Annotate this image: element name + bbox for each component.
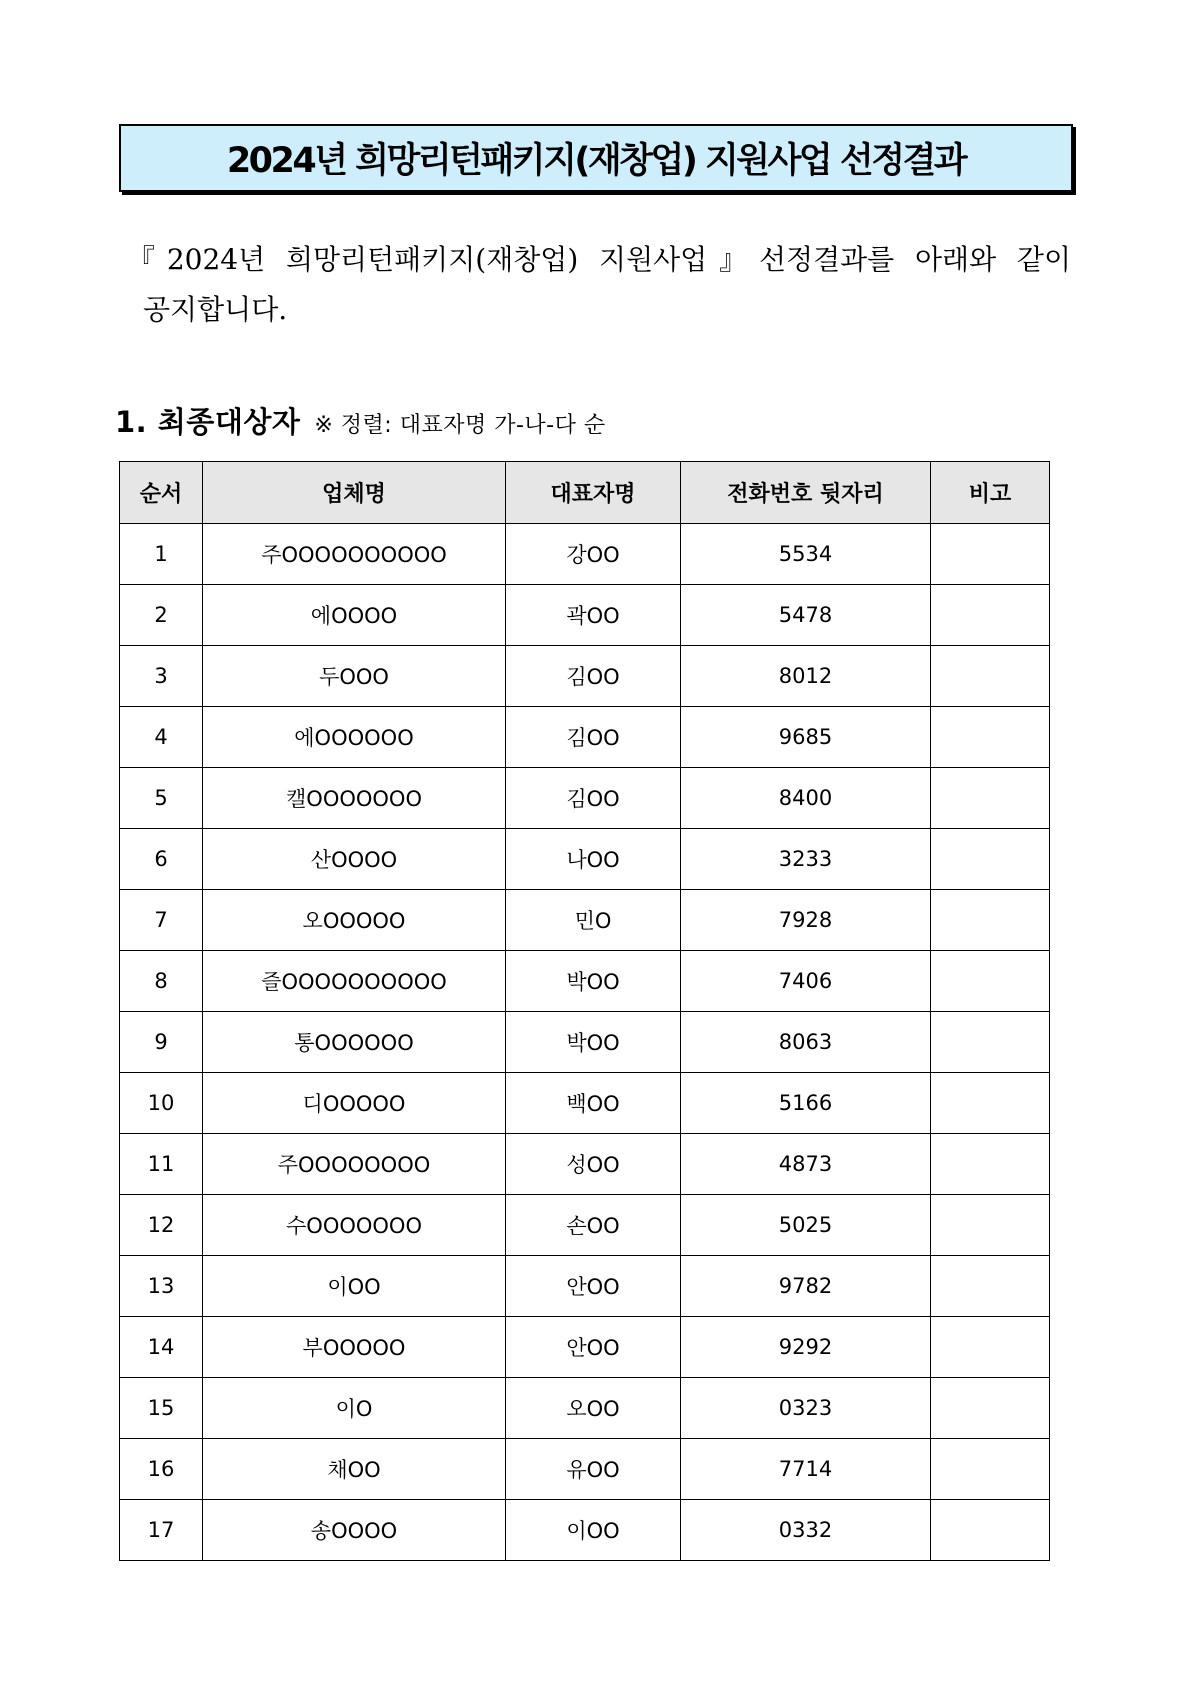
table-body (120, 524, 1050, 1561)
table-row (120, 707, 1050, 768)
cell-no: 6 (120, 829, 203, 890)
cell-no: 10 (120, 1073, 203, 1134)
cell-no: 14 (120, 1317, 203, 1378)
table-row (120, 829, 1050, 890)
cell-phone-suffix: 9292 (681, 1317, 931, 1378)
cell-company: 이OO (203, 1256, 506, 1317)
header-no: 순서 (120, 462, 203, 524)
cell-note (931, 951, 1050, 1012)
table-row (120, 890, 1050, 951)
cell-representative: 안OO (506, 1256, 681, 1317)
table-row (120, 951, 1050, 1012)
cell-representative: 손OO (506, 1195, 681, 1256)
cell-representative: 나OO (506, 829, 681, 890)
cell-company: 주OOOOOOOO (203, 1134, 506, 1195)
cell-no: 8 (120, 951, 203, 1012)
cell-phone-suffix: 9685 (681, 707, 931, 768)
cell-note (931, 1256, 1050, 1317)
cell-representative: 박OO (506, 1012, 681, 1073)
cell-company: 채OO (203, 1439, 506, 1500)
cell-phone-suffix: 7406 (681, 951, 931, 1012)
cell-company: 두OOO (203, 646, 506, 707)
intro-line-2: 공지합니다. (143, 293, 288, 326)
page-title: 2024년 희망리턴패키지(재창업) 지원사업 선정결과 (226, 141, 966, 181)
cell-no: 1 (120, 524, 203, 585)
cell-phone-suffix: 4873 (681, 1134, 931, 1195)
section-title: 1. 최종대상자 (115, 405, 301, 439)
cell-note (931, 768, 1050, 829)
cell-note (931, 1195, 1050, 1256)
cell-company: 에OOOO (203, 585, 506, 646)
cell-no: 9 (120, 1012, 203, 1073)
header-note: 비고 (931, 462, 1050, 524)
selection-table (119, 461, 1050, 1561)
cell-representative: 박OO (506, 951, 681, 1012)
cell-company: 송OOOO (203, 1500, 506, 1561)
cell-representative: 성OO (506, 1134, 681, 1195)
cell-representative: 김OO (506, 768, 681, 829)
cell-phone-suffix: 5478 (681, 585, 931, 646)
cell-representative: 민O (506, 890, 681, 951)
table-row (120, 1256, 1050, 1317)
cell-note (931, 1317, 1050, 1378)
cell-company: 수OOOOOOO (203, 1195, 506, 1256)
header-representative: 대표자명 (506, 462, 681, 524)
cell-representative: 유OO (506, 1439, 681, 1500)
cell-representative: 강OO (506, 524, 681, 585)
table-row (120, 1439, 1050, 1500)
table-row (120, 524, 1050, 585)
cell-company: 통OOOOOO (203, 1012, 506, 1073)
table-row (120, 1134, 1050, 1195)
cell-no: 4 (120, 707, 203, 768)
cell-phone-suffix: 9782 (681, 1256, 931, 1317)
cell-note (931, 1500, 1050, 1561)
table-header-row (120, 462, 1050, 524)
cell-no: 16 (120, 1439, 203, 1500)
cell-phone-suffix: 5025 (681, 1195, 931, 1256)
cell-phone-suffix: 0332 (681, 1500, 931, 1561)
table-row (120, 1500, 1050, 1561)
cell-representative: 이OO (506, 1500, 681, 1561)
cell-note (931, 890, 1050, 951)
cell-company: 산OOOO (203, 829, 506, 890)
cell-phone-suffix: 7928 (681, 890, 931, 951)
cell-representative: 안OO (506, 1317, 681, 1378)
cell-note (931, 585, 1050, 646)
cell-company: 이O (203, 1378, 506, 1439)
cell-note (931, 829, 1050, 890)
cell-note (931, 1134, 1050, 1195)
section-sort-note: ※ 정렬: 대표자명 가-나-다 순 (314, 413, 606, 438)
cell-no: 3 (120, 646, 203, 707)
cell-note (931, 646, 1050, 707)
cell-representative: 곽OO (506, 585, 681, 646)
cell-phone-suffix: 8012 (681, 646, 931, 707)
cell-phone-suffix: 5166 (681, 1073, 931, 1134)
cell-no: 7 (120, 890, 203, 951)
table-row (120, 1195, 1050, 1256)
cell-note (931, 707, 1050, 768)
cell-no: 2 (120, 585, 203, 646)
cell-phone-suffix: 8063 (681, 1012, 931, 1073)
cell-phone-suffix: 5534 (681, 524, 931, 585)
cell-no: 5 (120, 768, 203, 829)
cell-representative: 김OO (506, 707, 681, 768)
cell-phone-suffix: 0323 (681, 1378, 931, 1439)
cell-phone-suffix: 8400 (681, 768, 931, 829)
cell-note (931, 524, 1050, 585)
table-row (120, 1317, 1050, 1378)
table-row (120, 768, 1050, 829)
cell-representative: 김OO (506, 646, 681, 707)
cell-company: 에OOOOOO (203, 707, 506, 768)
cell-no: 13 (120, 1256, 203, 1317)
table-row (120, 585, 1050, 646)
intro-line-1: 『2024년 희망리턴패키지(재창업) 지원사업』선정결과를 아래와 같이 (127, 243, 1071, 276)
table-row (120, 1073, 1050, 1134)
cell-company: 오OOOOO (203, 890, 506, 951)
cell-no: 17 (120, 1500, 203, 1561)
section-heading (115, 400, 606, 441)
cell-no: 12 (120, 1195, 203, 1256)
cell-phone-suffix: 7714 (681, 1439, 931, 1500)
title-box (119, 124, 1073, 192)
cell-representative: 오OO (506, 1378, 681, 1439)
cell-no: 15 (120, 1378, 203, 1439)
header-company: 업체명 (203, 462, 506, 524)
cell-note (931, 1073, 1050, 1134)
cell-representative: 백OO (506, 1073, 681, 1134)
cell-note (931, 1012, 1050, 1073)
cell-company: 캘OOOOOOO (203, 768, 506, 829)
cell-phone-suffix: 3233 (681, 829, 931, 890)
cell-company: 부OOOOO (203, 1317, 506, 1378)
cell-company: 디OOOOO (203, 1073, 506, 1134)
cell-company: 즐OOOOOOOOOO (203, 951, 506, 1012)
cell-company: 주OOOOOOOOOO (203, 524, 506, 585)
table-row (120, 1378, 1050, 1439)
cell-no: 11 (120, 1134, 203, 1195)
table-row (120, 646, 1050, 707)
cell-note (931, 1378, 1050, 1439)
cell-note (931, 1439, 1050, 1500)
table-row (120, 1012, 1050, 1073)
header-phone-suffix: 전화번호 뒷자리 (681, 462, 931, 524)
